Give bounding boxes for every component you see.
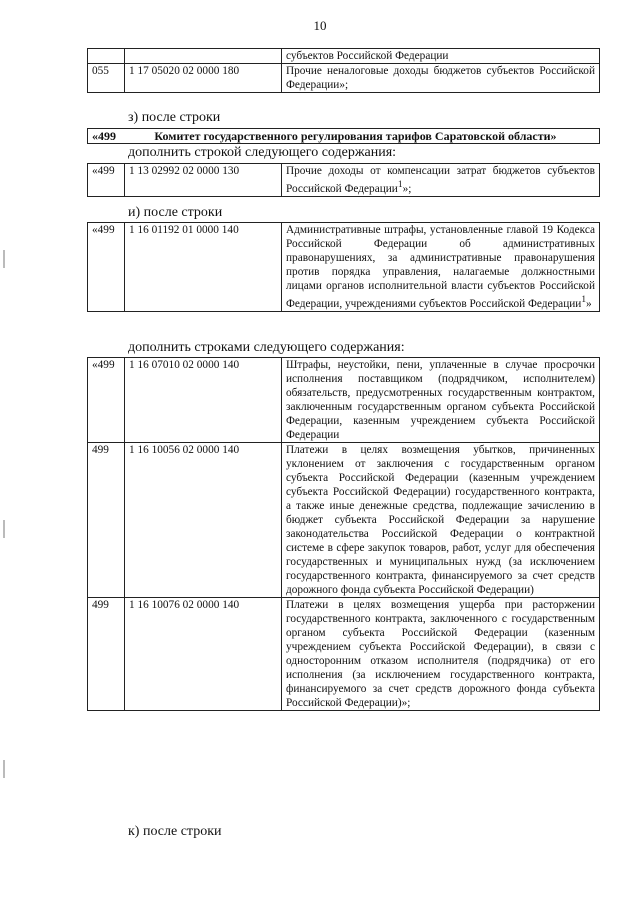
admin-code-cell: 499 — [88, 598, 125, 711]
admin-code-cell: 499 — [88, 443, 125, 598]
committee-header-table — [87, 128, 600, 144]
admin-code-cell: «499 — [88, 164, 125, 197]
footnote-marker: 1 — [581, 295, 587, 305]
scan-edge-mark — [3, 520, 5, 538]
footnote-marker: 1 — [397, 180, 403, 190]
section-i-heading: и) после строки — [128, 205, 223, 220]
income-name-cell: Штрафы, неустойки, пени, уплаченные в случае просрочки исполнения поставщиком (подрядчиком, исполнителем) обязательств, предусмотренных государственным контрактом, заключенным государственным органом субъекта Российской Федерации, казенным учреждением субъекта Российской Федерации — [282, 358, 600, 443]
scan-edge-mark — [3, 760, 5, 778]
income-name-cell: субъектов Российской Федерации — [282, 49, 600, 64]
income-name-cell: Прочие неналоговые доходы бюджетов субъектов Российской Федерации»; — [282, 64, 600, 93]
income-name-cell: Административные штрафы, установленные главой 19 Кодекса Российской Федерации об административных правонарушениях, за административные правонарушения против порядка управления, налагаемые должностными лицами органов исполнительной власти субъектов Российской Федерации, учреждениями субъектов Российской Федерации$^1$» — [282, 223, 600, 312]
kbk-code-cell: 1 16 07010 02 0000 140 — [125, 358, 282, 443]
added-rows-table — [87, 357, 600, 711]
section-k-heading: к) после строки — [128, 824, 222, 839]
committee-row — [88, 129, 600, 144]
kbk-code-cell: 1 16 10056 02 0000 140 — [125, 443, 282, 598]
table-row — [88, 129, 600, 144]
table-row — [88, 358, 600, 443]
admin-code-cell: 055 — [88, 64, 125, 93]
table-row — [88, 598, 600, 711]
section-z-heading: з) после строки — [128, 110, 221, 125]
scan-edge-mark — [3, 250, 5, 268]
committee-name: Комитет государственного регулирования тарифов Саратовской области» — [154, 129, 557, 143]
admin-code-cell: «499 — [88, 358, 125, 443]
kbk-code-cell — [125, 49, 282, 64]
table-row — [88, 443, 600, 598]
added-row-table — [87, 163, 600, 197]
add-row-instruction: дополнить строкой следующего содержания: — [128, 145, 397, 160]
income-table-continuation — [87, 48, 600, 93]
income-name-cell: Платежи в целях возмещения убытков, причиненных уклонением от заключения с государственным органом субъекта Российской Федерации (казенным учреждением субъекта Российской Федерации) государственного контракта, а также иные денежные средства, подлежащие зачислению в бюджет субъекта Российской Федерации за нарушение законодательства Российской Федерации о контрактной системе в сфере закупок товаров, работ, услуг для обеспечения государственных и муниципальных нужд (за исключением государственного контракта, финансируемого за счет средств дорожного фонда субъекта Российской Федерации) — [282, 443, 600, 598]
add-rows-instruction: дополнить строками следующего содержания: — [128, 340, 405, 355]
income-name-cell: Прочие доходы от компенсации затрат бюджетов субъектов Российской Федерации$^1$»; — [282, 164, 600, 197]
table-row — [88, 64, 600, 93]
income-name-cell: Платежи в целях возмещения ущерба при расторжении государственного контракта, заключенного с государственным органом субъекта Российской Федерации (казенным учреждением субъекта Российской Федерации), в связи с односторонним отказом исполнителя (подрядчика) от его исполнения (за исключением государственного контракта, финансируемого за счет средств дорожного фонда субъекта Российской Федерации)»; — [282, 598, 600, 711]
fines-reference-table — [87, 222, 600, 312]
admin-code-cell — [88, 49, 125, 64]
page-number: 10 — [313, 18, 327, 33]
kbk-code-cell: 1 16 01192 01 0000 140 — [125, 223, 282, 312]
table-row — [88, 164, 600, 197]
table-row — [88, 49, 600, 64]
kbk-code-cell: 1 17 05020 02 0000 180 — [125, 64, 282, 93]
table-row — [88, 223, 600, 312]
kbk-code-cell: 1 13 02992 02 0000 130 — [125, 164, 282, 197]
admin-code-cell: «499 — [88, 223, 125, 312]
kbk-code-cell: 1 16 10076 02 0000 140 — [125, 598, 282, 711]
admin-code-cell: «499 — [92, 129, 116, 143]
